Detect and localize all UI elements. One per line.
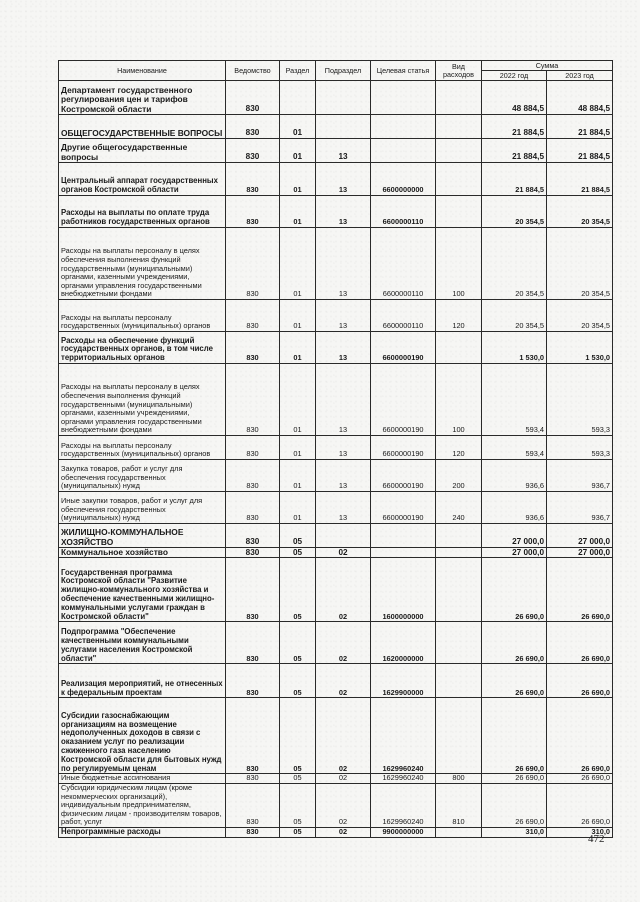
row-sum-2022: 26 690,0	[482, 774, 547, 784]
row-target-article: 1629960240	[371, 784, 436, 828]
row-razdel: 05	[280, 784, 316, 828]
row-name: Другие общегосударственные вопросы	[59, 139, 226, 163]
row-expense-type: 810	[436, 784, 482, 828]
table-row	[59, 524, 613, 548]
row-target-article	[371, 115, 436, 139]
row-razdel: 01	[280, 196, 316, 228]
row-expense-type	[436, 115, 482, 139]
table-body	[59, 81, 613, 838]
row-sum-2022: 20 354,5	[482, 300, 547, 332]
row-sum-2022: 26 690,0	[482, 698, 547, 774]
row-podrazdel: 13	[316, 364, 371, 436]
row-name: Расходы на обеспечение функций государственных органов, в том числе территориальных органов	[59, 332, 226, 364]
budget-table	[58, 60, 613, 838]
row-vedomstvo: 830	[226, 436, 280, 460]
row-name: Субсидии юридическим лицам (кроме некоммерческих организаций), индивидуальным предпринимателям, физическим лицам - производителям товаров, работ, услуг	[59, 784, 226, 828]
table-row	[59, 115, 613, 139]
row-expense-type	[436, 558, 482, 622]
table-row	[59, 300, 613, 332]
row-vedomstvo: 830	[226, 774, 280, 784]
row-podrazdel	[316, 524, 371, 548]
row-name: Расходы на выплаты персоналу в целях обеспечения выполнения функций государственными (муниципальными) органами, казенными учреждениями, органами управления государственными внебюджетными фондами	[59, 364, 226, 436]
row-vedomstvo: 830	[226, 364, 280, 436]
row-sum-2022: 48 884,5	[482, 81, 547, 115]
row-name: Субсидии газоснабжающим организациям на возмещение недополученных доходов в связи с оказанием услуг по реализации сжиженного газа населению Костромской области для бытовых нужд по регулируемым ценам	[59, 698, 226, 774]
row-expense-type	[436, 139, 482, 163]
row-razdel: 01	[280, 163, 316, 196]
row-expense-type: 120	[436, 300, 482, 332]
row-name: Государственная программа Костромской области "Развитие жилищно-коммунального хозяйства и обеспечение качественными жилищно-коммунальными услугами граждан в Костромской области"	[59, 558, 226, 622]
row-razdel: 01	[280, 139, 316, 163]
row-razdel: 01	[280, 436, 316, 460]
row-razdel: 05	[280, 524, 316, 548]
row-razdel: 01	[280, 115, 316, 139]
row-sum-2022: 26 690,0	[482, 784, 547, 828]
header-expense-type: Вид расходов	[436, 61, 482, 81]
table-row	[59, 81, 613, 115]
row-vedomstvo: 830	[226, 196, 280, 228]
row-target-article	[371, 524, 436, 548]
row-vedomstvo: 830	[226, 784, 280, 828]
row-podrazdel: 02	[316, 784, 371, 828]
row-podrazdel: 13	[316, 228, 371, 300]
row-podrazdel: 13	[316, 436, 371, 460]
header-podrazdel: Подраздел	[316, 61, 371, 81]
row-podrazdel: 02	[316, 558, 371, 622]
header-razdel: Раздел	[280, 61, 316, 81]
row-sum-2022: 20 354,5	[482, 228, 547, 300]
row-podrazdel	[316, 81, 371, 115]
row-name: ЖИЛИЩНО-КОММУНАЛЬНОЕ ХОЗЯЙСТВО	[59, 524, 226, 548]
row-sum-2022: 936,6	[482, 492, 547, 524]
row-name: Расходы на выплаты персоналу государственных (муниципальных) органов	[59, 300, 226, 332]
row-vedomstvo: 830	[226, 139, 280, 163]
row-target-article: 1620000000	[371, 622, 436, 664]
row-razdel: 05	[280, 774, 316, 784]
row-expense-type	[436, 548, 482, 558]
table-row	[59, 436, 613, 460]
row-sum-2023: 936,7	[547, 492, 613, 524]
row-sum-2023: 1 530,0	[547, 332, 613, 364]
row-sum-2022: 27 000,0	[482, 548, 547, 558]
row-podrazdel: 02	[316, 622, 371, 664]
row-podrazdel: 02	[316, 774, 371, 784]
header-target-article: Целевая статья	[371, 61, 436, 81]
row-expense-type: 100	[436, 364, 482, 436]
row-sum-2022: 26 690,0	[482, 622, 547, 664]
table-row	[59, 332, 613, 364]
header-name: Наименование	[59, 61, 226, 81]
row-sum-2023: 20 354,5	[547, 228, 613, 300]
row-sum-2023: 26 690,0	[547, 664, 613, 698]
row-sum-2022: 26 690,0	[482, 558, 547, 622]
row-target-article: 6600000190	[371, 492, 436, 524]
page-number: 472	[588, 833, 605, 845]
row-expense-type: 200	[436, 460, 482, 492]
row-expense-type	[436, 81, 482, 115]
header-vedomstvo: Ведомство	[226, 61, 280, 81]
row-razdel: 01	[280, 364, 316, 436]
row-target-article: 6600000190	[371, 436, 436, 460]
row-sum-2023: 20 354,5	[547, 196, 613, 228]
row-expense-type	[436, 524, 482, 548]
row-vedomstvo: 830	[226, 115, 280, 139]
table-row	[59, 784, 613, 828]
row-sum-2022: 936,6	[482, 460, 547, 492]
row-podrazdel: 13	[316, 460, 371, 492]
row-sum-2023: 26 690,0	[547, 698, 613, 774]
row-vedomstvo: 830	[226, 827, 280, 837]
row-expense-type	[436, 698, 482, 774]
row-name: Подпрограмма "Обеспечение качественными коммунальными услугами населения Костромской области"	[59, 622, 226, 664]
table-header	[59, 61, 613, 81]
row-vedomstvo: 830	[226, 163, 280, 196]
row-name: ОБЩЕГОСУДАРСТВЕННЫЕ ВОПРОСЫ	[59, 115, 226, 139]
row-podrazdel: 13	[316, 332, 371, 364]
row-sum-2023: 48 884,5	[547, 81, 613, 115]
row-target-article	[371, 139, 436, 163]
row-expense-type	[436, 163, 482, 196]
row-razdel: 01	[280, 460, 316, 492]
row-sum-2023: 21 884,5	[547, 115, 613, 139]
row-vedomstvo: 830	[226, 698, 280, 774]
table-row	[59, 196, 613, 228]
row-name: Коммунальное хозяйство	[59, 548, 226, 558]
table-row	[59, 163, 613, 196]
row-podrazdel: 02	[316, 664, 371, 698]
row-name: Иные бюджетные ассигнования	[59, 774, 226, 784]
row-expense-type: 240	[436, 492, 482, 524]
row-name: Иные закупки товаров, работ и услуг для обеспечения государственных (муниципальных) нужд	[59, 492, 226, 524]
row-sum-2022: 593,4	[482, 364, 547, 436]
row-expense-type: 100	[436, 228, 482, 300]
row-sum-2022: 21 884,5	[482, 163, 547, 196]
row-podrazdel: 02	[316, 827, 371, 837]
row-target-article: 6600000110	[371, 196, 436, 228]
row-name: Расходы на выплаты по оплате труда работников государственных органов	[59, 196, 226, 228]
row-podrazdel: 13	[316, 300, 371, 332]
row-name: Реализация мероприятий, не отнесенных к федеральным проектам	[59, 664, 226, 698]
row-expense-type: 800	[436, 774, 482, 784]
row-razdel: 01	[280, 300, 316, 332]
row-podrazdel: 13	[316, 196, 371, 228]
row-target-article: 6600000190	[371, 332, 436, 364]
row-razdel: 05	[280, 664, 316, 698]
table-row	[59, 774, 613, 784]
row-target-article: 1600000000	[371, 558, 436, 622]
row-razdel: 05	[280, 698, 316, 774]
header-year-2022: 2022 год	[482, 71, 547, 81]
row-razdel: 05	[280, 558, 316, 622]
row-vedomstvo: 830	[226, 664, 280, 698]
row-sum-2023: 26 690,0	[547, 784, 613, 828]
row-sum-2023: 21 884,5	[547, 139, 613, 163]
row-sum-2022: 21 884,5	[482, 115, 547, 139]
row-expense-type	[436, 332, 482, 364]
row-name: Непрограммные расходы	[59, 827, 226, 837]
row-razdel: 01	[280, 492, 316, 524]
row-sum-2023: 26 690,0	[547, 558, 613, 622]
row-sum-2022: 26 690,0	[482, 664, 547, 698]
row-sum-2023: 21 884,5	[547, 163, 613, 196]
row-expense-type	[436, 196, 482, 228]
row-target-article: 6600000000	[371, 163, 436, 196]
row-podrazdel: 13	[316, 163, 371, 196]
row-target-article	[371, 81, 436, 115]
row-vedomstvo: 830	[226, 524, 280, 548]
row-target-article: 6600000110	[371, 300, 436, 332]
row-expense-type	[436, 664, 482, 698]
row-expense-type	[436, 622, 482, 664]
row-vedomstvo: 830	[226, 300, 280, 332]
row-expense-type	[436, 827, 482, 837]
row-sum-2023: 593,3	[547, 436, 613, 460]
table-row	[59, 664, 613, 698]
row-name: Департамент государственного регулирования цен и тарифов Костромской области	[59, 81, 226, 115]
row-sum-2023: 310,0	[547, 827, 613, 837]
table-row	[59, 492, 613, 524]
row-name: Центральный аппарат государственных органов Костромской области	[59, 163, 226, 196]
row-sum-2022: 310,0	[482, 827, 547, 837]
row-razdel: 05	[280, 548, 316, 558]
row-target-article: 9900000000	[371, 827, 436, 837]
table-row	[59, 558, 613, 622]
row-sum-2022: 21 884,5	[482, 139, 547, 163]
row-sum-2023: 27 000,0	[547, 524, 613, 548]
row-target-article: 1629960240	[371, 698, 436, 774]
row-sum-2023: 20 354,5	[547, 300, 613, 332]
table-row	[59, 698, 613, 774]
row-sum-2022: 593,4	[482, 436, 547, 460]
header-year-2023: 2023 год	[547, 71, 613, 81]
row-target-article: 6600000190	[371, 364, 436, 436]
table-row	[59, 364, 613, 436]
row-razdel: 05	[280, 622, 316, 664]
row-podrazdel	[316, 115, 371, 139]
row-podrazdel: 13	[316, 139, 371, 163]
row-razdel	[280, 81, 316, 115]
table-row	[59, 622, 613, 664]
row-vedomstvo: 830	[226, 622, 280, 664]
row-name: Расходы на выплаты персоналу государственных (муниципальных) органов	[59, 436, 226, 460]
row-sum-2022: 27 000,0	[482, 524, 547, 548]
row-razdel: 01	[280, 332, 316, 364]
row-sum-2023: 936,7	[547, 460, 613, 492]
row-name: Закупка товаров, работ и услуг для обеспечения государственных (муниципальных) нужд	[59, 460, 226, 492]
row-sum-2023: 27 000,0	[547, 548, 613, 558]
table-row	[59, 548, 613, 558]
row-podrazdel: 13	[316, 492, 371, 524]
header-sum: Сумма	[482, 61, 613, 71]
row-target-article: 1629900000	[371, 664, 436, 698]
table-row	[59, 827, 613, 837]
row-vedomstvo: 830	[226, 228, 280, 300]
row-razdel: 05	[280, 827, 316, 837]
table-row	[59, 228, 613, 300]
row-expense-type: 120	[436, 436, 482, 460]
row-target-article: 6600000110	[371, 228, 436, 300]
table-row	[59, 460, 613, 492]
row-razdel: 01	[280, 228, 316, 300]
table-row	[59, 139, 613, 163]
row-name: Расходы на выплаты персоналу в целях обеспечения выполнения функций государственными (муниципальными) органами, казенными учреждениями, органами управления государственными внебюджетными фондами	[59, 228, 226, 300]
row-sum-2023: 26 690,0	[547, 774, 613, 784]
row-target-article: 6600000190	[371, 460, 436, 492]
row-sum-2022: 20 354,5	[482, 196, 547, 228]
row-target-article	[371, 548, 436, 558]
row-vedomstvo: 830	[226, 558, 280, 622]
row-vedomstvo: 830	[226, 548, 280, 558]
row-sum-2022: 1 530,0	[482, 332, 547, 364]
row-vedomstvo: 830	[226, 492, 280, 524]
row-vedomstvo: 830	[226, 460, 280, 492]
row-podrazdel: 02	[316, 548, 371, 558]
row-sum-2023: 26 690,0	[547, 622, 613, 664]
row-sum-2023: 593,3	[547, 364, 613, 436]
row-vedomstvo: 830	[226, 81, 280, 115]
row-vedomstvo: 830	[226, 332, 280, 364]
row-podrazdel: 02	[316, 698, 371, 774]
row-target-article: 1629960240	[371, 774, 436, 784]
